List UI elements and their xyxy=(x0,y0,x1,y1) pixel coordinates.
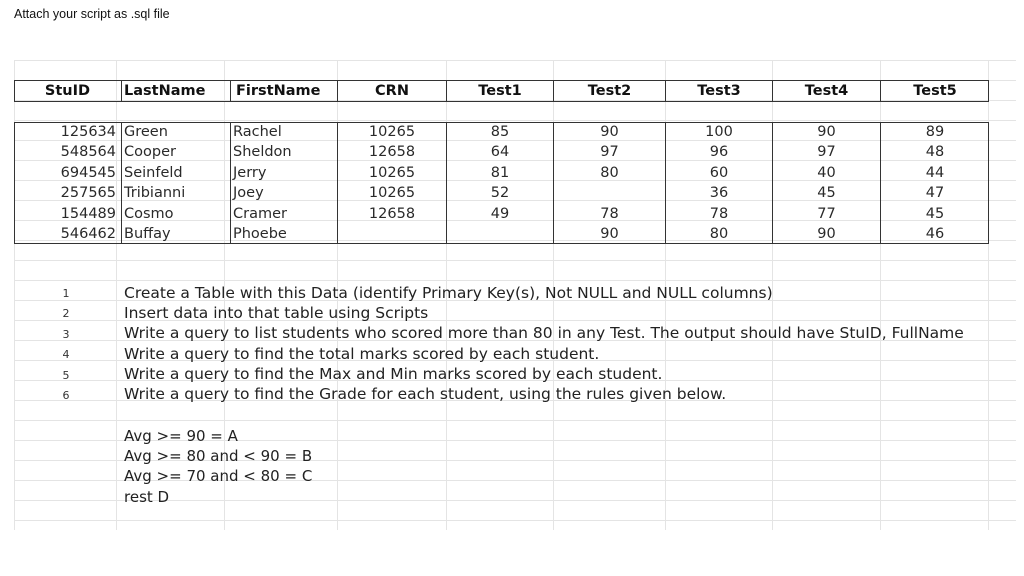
table-cell: 12658 xyxy=(368,144,416,161)
grade-rule: Avg >= 90 = A xyxy=(124,427,238,445)
header-test1: Test1 xyxy=(478,83,522,99)
table-cell: Green xyxy=(124,124,168,140)
task-number: 5 xyxy=(62,369,70,382)
table-cell: Cooper xyxy=(124,144,176,161)
grade-rule: Avg >= 80 and < 90 = B xyxy=(124,447,313,465)
header-lastname: LastName xyxy=(124,83,206,99)
table-cell xyxy=(338,224,446,244)
table-cell: 47 xyxy=(925,185,945,202)
table-cell: 125634 xyxy=(60,124,116,140)
task-number: 1 xyxy=(62,287,70,300)
table-cell: 546462 xyxy=(60,226,116,242)
table-cell: 49 xyxy=(490,205,510,222)
table-cell: 85 xyxy=(490,124,510,140)
task-text: Write a query to find the Grade for each student, using the rules given below. xyxy=(124,385,727,403)
table-cell: 80 xyxy=(600,164,619,181)
table-cell: 78 xyxy=(709,205,729,222)
task-text: Write a query to find the total marks scored by each student. xyxy=(124,345,600,363)
table-cell: 46 xyxy=(925,226,945,242)
table-cell: Joey xyxy=(233,185,264,202)
table-cell xyxy=(447,224,553,244)
table-cell: 78 xyxy=(600,205,619,222)
grade-rule: rest D xyxy=(124,488,170,506)
table-cell: 60 xyxy=(709,164,729,181)
table-cell: 77 xyxy=(817,205,836,222)
task-number: 2 xyxy=(62,307,70,320)
table-cell: 694545 xyxy=(60,164,116,181)
table-cell: 90 xyxy=(817,124,836,140)
header-test3: Test3 xyxy=(697,83,741,99)
table-cell: Buffay xyxy=(124,226,171,242)
table-cell: 89 xyxy=(925,124,945,140)
table-cell: 548564 xyxy=(60,144,116,161)
grade-rule: Avg >= 70 and < 80 = C xyxy=(124,467,313,485)
table-cell: 90 xyxy=(817,226,836,242)
task-text: Write a query to find the Max and Min marks scored by each student. xyxy=(124,365,663,383)
task-number: 3 xyxy=(62,328,70,341)
header-crn: CRN xyxy=(375,83,409,99)
header-test5: Test5 xyxy=(913,83,957,99)
task-text: Create a Table with this Data (identify Primary Key(s), Not NULL and NULL columns) xyxy=(124,284,773,302)
table-cell: Tribianni xyxy=(124,185,186,202)
table-cell: 44 xyxy=(925,164,945,181)
header-stuid: StuID xyxy=(44,83,91,99)
table-cell: 90 xyxy=(600,226,619,242)
task-number: 4 xyxy=(62,348,70,361)
task-text: Insert data into that table using Scripts xyxy=(124,304,429,322)
table-cell xyxy=(554,183,665,203)
task-text: Write a query to list students who scored more than 80 in any Test. The output should have StuID, FullName xyxy=(124,324,964,342)
table-cell: 81 xyxy=(490,164,510,181)
table-cell: 36 xyxy=(709,185,729,202)
task-number: 6 xyxy=(62,389,70,402)
table-cell: 10265 xyxy=(368,164,416,181)
header-test2: Test2 xyxy=(587,83,632,99)
table-cell: 45 xyxy=(817,185,836,202)
table-cell: Seinfeld xyxy=(124,164,183,181)
table-cell: Cosmo xyxy=(124,205,174,222)
table-cell: 12658 xyxy=(368,205,416,222)
instruction-text: Attach your script as .sql file xyxy=(14,7,170,21)
header-firstname: FirstName xyxy=(236,83,321,99)
table-cell: 154489 xyxy=(60,205,116,222)
table-cell: 96 xyxy=(709,144,729,161)
table-cell: 100 xyxy=(705,124,733,140)
table-cell: 80 xyxy=(709,226,729,242)
table-cell: 45 xyxy=(925,205,945,222)
header-test4: Test4 xyxy=(804,83,849,99)
table-cell: 52 xyxy=(490,185,510,202)
table-cell: 257565 xyxy=(60,185,116,202)
table-cell: Cramer xyxy=(233,205,287,222)
table-cell: Sheldon xyxy=(233,144,292,161)
table-cell: 10265 xyxy=(368,185,416,202)
table-cell: 90 xyxy=(600,124,619,140)
table-cell: 97 xyxy=(817,144,836,161)
table-cell: Phoebe xyxy=(233,226,287,242)
table-cell: 10265 xyxy=(368,124,416,140)
table-cell: 97 xyxy=(600,144,619,161)
table-cell: 40 xyxy=(817,164,836,181)
table-cell: Jerry xyxy=(233,164,267,181)
table-cell: 64 xyxy=(490,144,510,161)
table-cell: 48 xyxy=(925,144,945,161)
table-cell: Rachel xyxy=(233,124,282,140)
